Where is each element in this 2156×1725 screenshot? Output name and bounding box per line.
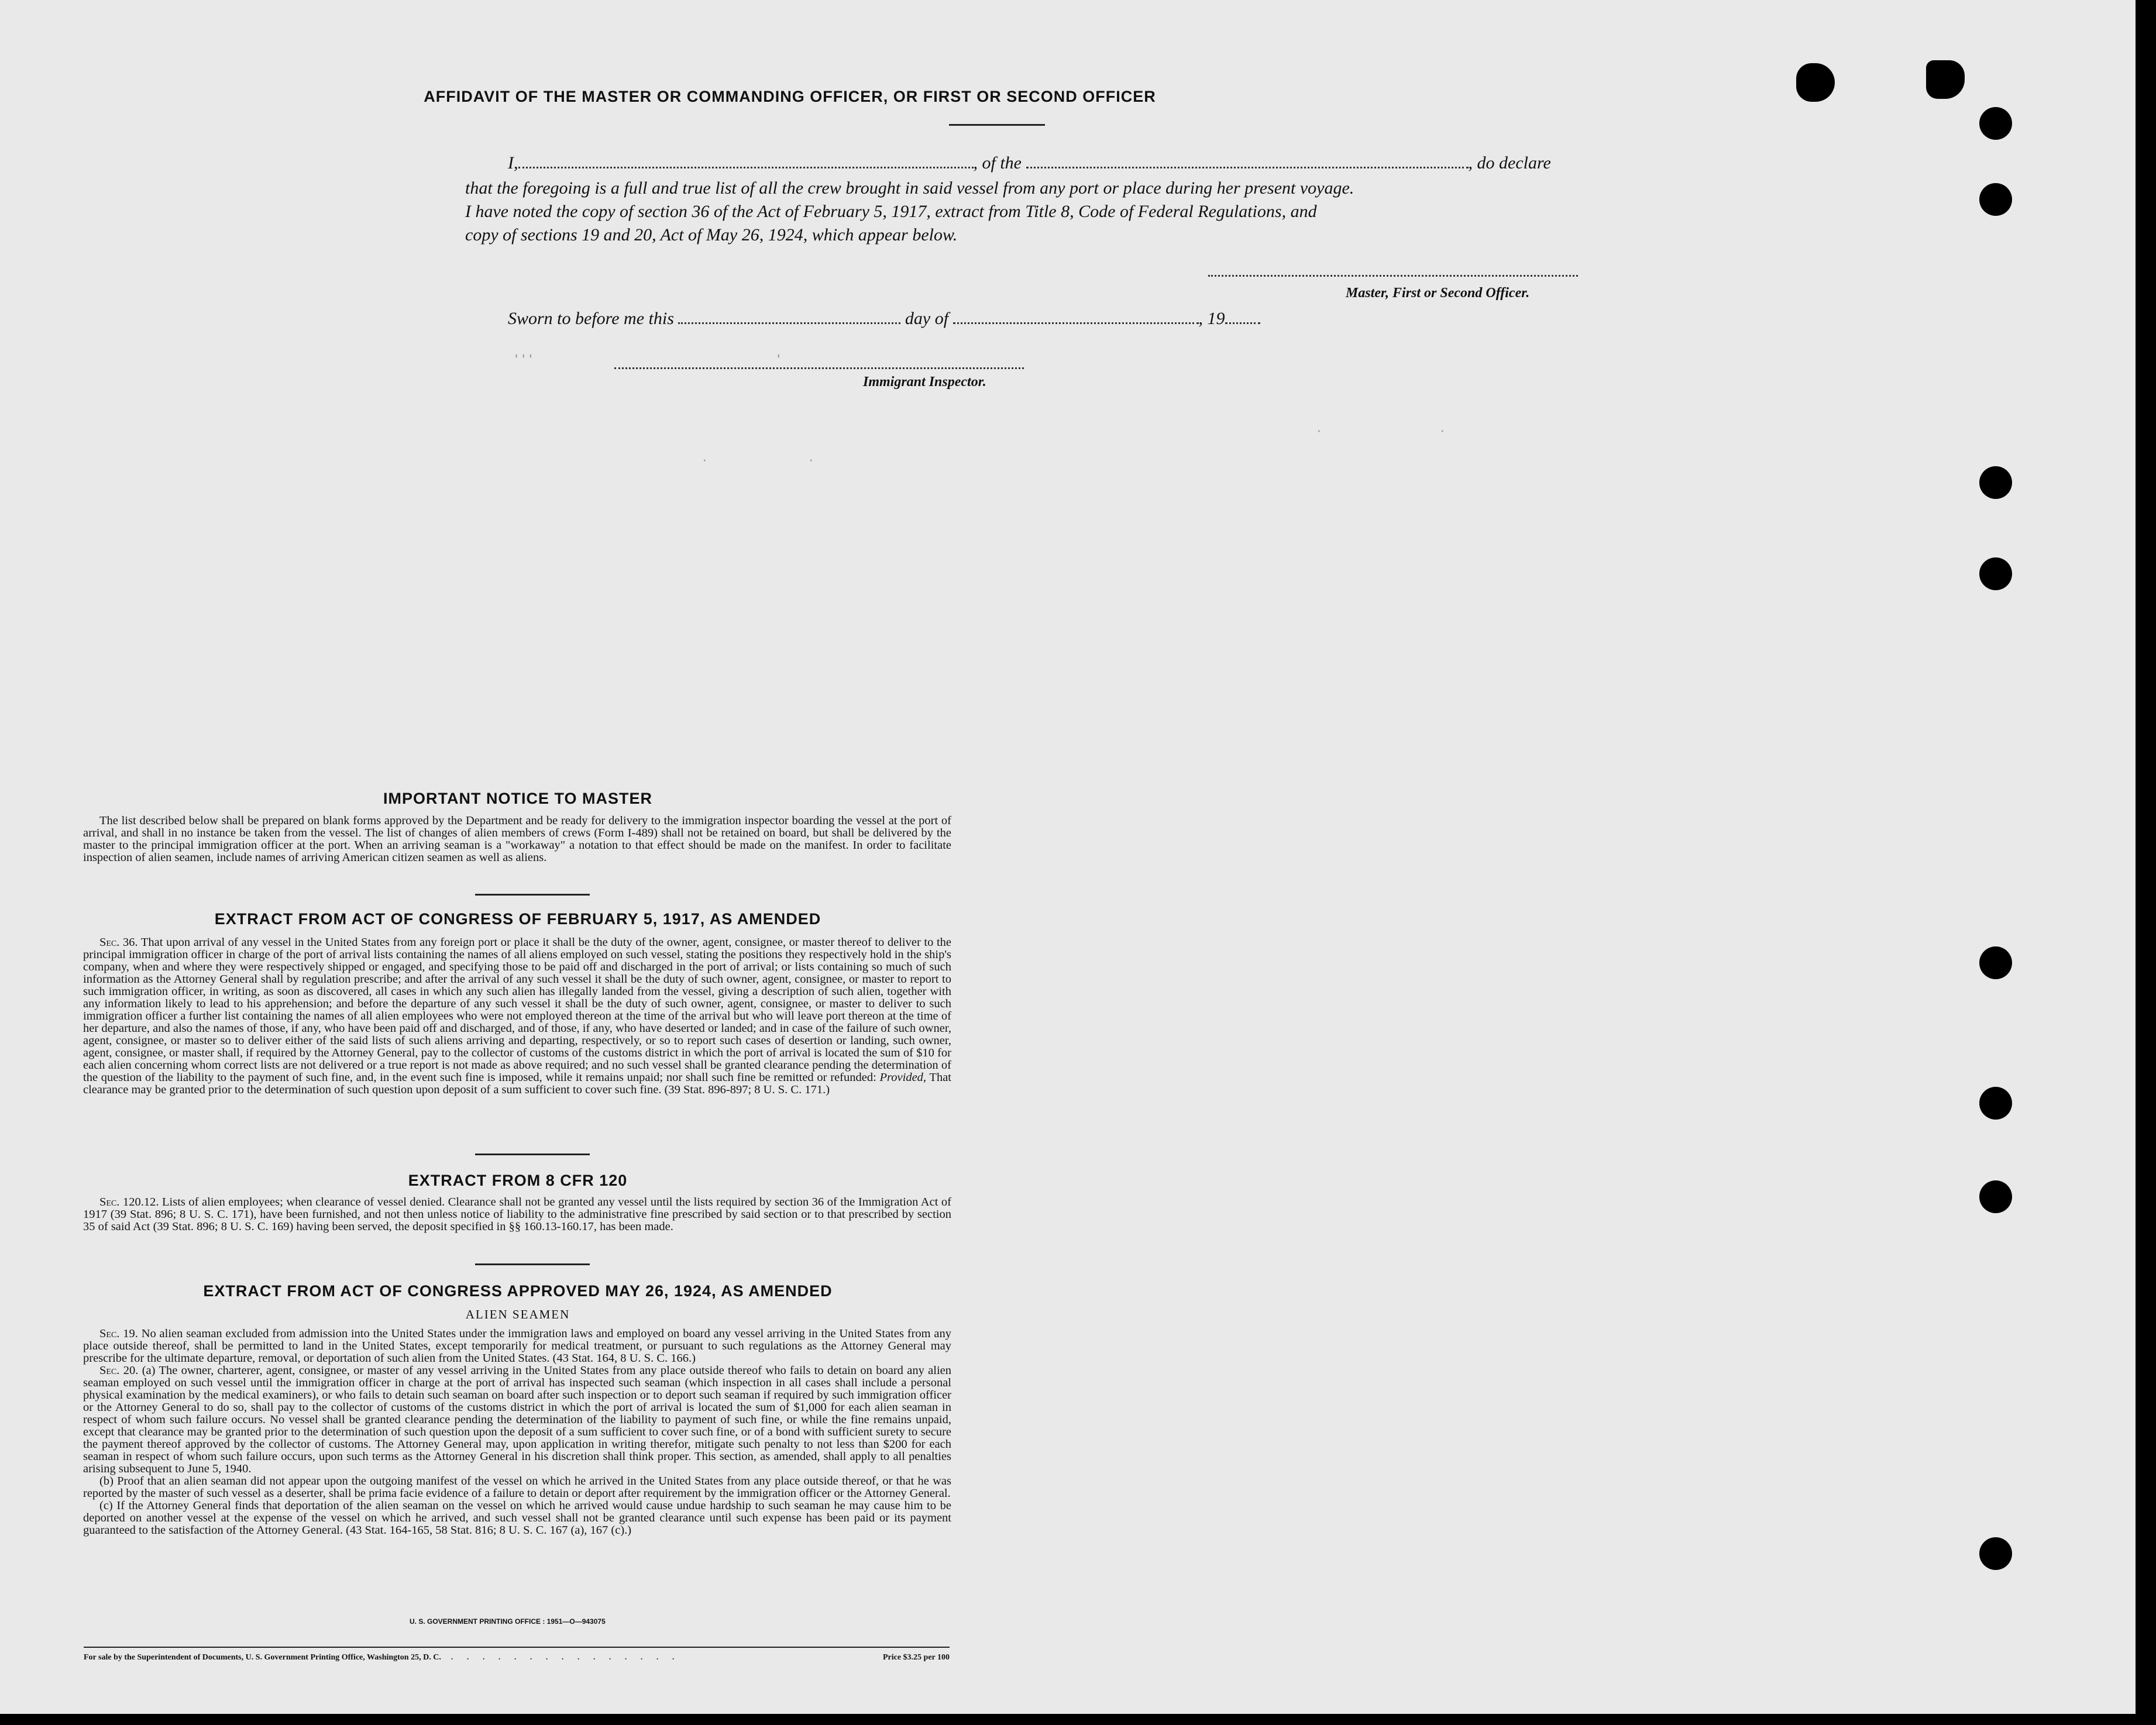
sworn-day-blank[interactable] (678, 322, 900, 324)
master-signature-label: Master, First or Second Officer. (1346, 285, 1530, 301)
section-36-paragraph (83, 936, 951, 1096)
extract-cfr-heading: EXTRACT FROM 8 CFR 120 (408, 1172, 628, 1189)
section-120-12-text: Lists of alien employees; when clearance of vessel denied. Clearance shall not be granted any vessel until the lists required by section 36 of the Immigration Act of 1917 (39 Stat. 896; 8 U. S. C. 171), have been furnished, and not then unless notice of liability to the administrative fine prescribed by said section or to that prescribed by section 35 of said Act (39 Stat. 896; 8 U. S. C. 169) having been served, the deposit specified in §§ 160.13-160.17, has been made. (83, 1196, 952, 1233)
price-note: Price $3.25 per 100 (882, 1653, 950, 1662)
section-20b-paragraph: (b) Proof that an alien seaman did not appear upon the outgoing manifest of the vessel on which he arrived in the United States from any place outside thereof, or that he was reported by the master of such vessel as a deserter, shall be prima facie evidence of a failure to detain or deport after requirement by the immigration officer or the Attorney General. (83, 1475, 951, 1500)
section-19-paragraph (83, 1328, 951, 1365)
master-signature-line[interactable] (1208, 275, 1578, 277)
declaration-i: I, (508, 153, 518, 173)
affidavit-heading: AFFIDAVIT OF THE MASTER OR COMMANDING OFFICER, OR FIRST OR SECOND OFFICER (424, 88, 1156, 105)
divider (475, 1263, 590, 1265)
declarant-name-blank[interactable] (518, 167, 974, 168)
punch-hole (1979, 107, 2012, 140)
day-of-label: day of (905, 309, 949, 328)
section-20-label: Sec. 20. (99, 1364, 139, 1377)
section-36-text: That upon arrival of any vessel in the United States from any foreign port or place it shall be the duty of the owner, agent, consignee, or master thereof to deliver to the principal immigration officer in charge of the port of arrival lists containing the names of all aliens employed on such vessel, stating the positions they respectively hold in the ship's company, when and where they were respectively shipped or engaged, and specifying those to be paid off and discharged in the port of arrival; or lists containing so much of such information as the Attorney General shall by regulation prescribe; and after the arrival of any such vessel it shall be the duty of such owner, agent, consignee, or master to report to such immigration officer, in writing, as soon as discovered, all cases in which any such alien has illegally landed from the vessel, giving a description of such alien, together with any information likely to lead to his apprehension; and before the departure of any such vessel it shall be the duty of such owner, agent, consignee, or master to deliver to such immigration officer a further list containing the names of all alien employees who were not employed thereon at the time of the arrival but who will leave port thereon at the time of her departure, and also the names of those, if any, who have been paid off and discharged, and of those, if any, who have deserted or landed; and in case of the failure of such owner, agent, consignee, or master so to deliver either of the said lists of such aliens arriving and departing, respectively, or so to report such cases of desertion or landing, such owner, agent, consignee, or master shall, if required by the Attorney General, pay to the collector of customs of the customs district in which the port of arrival is located the sum of $10 for each alien concerning whom correct lists are not delivered or a true report is not made as above required; and no such vessel shall be granted clearance pending the determination of the question of the liability to the payment of such fine, and, in the event such fine is imposed, while it remains unpaid; nor shall such fine be remitted or refunded: (83, 936, 951, 1084)
footer-line (84, 1653, 950, 1662)
extract-1924-text (83, 1328, 951, 1537)
sworn-year-blank[interactable] (1225, 322, 1260, 324)
section-36-text-end: That clearance may be granted prior to the determination of such question upon deposit of a sum sufficient to cover such fine. (39 Stat. 896-897; 8 U. S. C. 171.) (83, 1071, 951, 1096)
bleed-through-mark: ' ' ' ' (515, 351, 780, 369)
footer-rule (84, 1647, 950, 1648)
punch-hole (1979, 557, 2012, 590)
declaration-of-the: , of the (973, 153, 1022, 173)
footer-leader: . . . . . . . . . . . . . . . (443, 1653, 680, 1662)
bleed-through-mark: · · (1316, 421, 1445, 439)
section-19-label: Sec. 19. (99, 1327, 138, 1340)
punch-hole (1979, 946, 2012, 979)
notice-paragraph: The list described below shall be prepared on blank forms approved by the Department and be ready for delivery to the immigration inspector boarding the vessel at the port of arrival, and shall in no instance be taken from the vessel. The list of changes of alien members of crews (Form I-489) shall not be retained on board, but shall be delivered by the master to the principal immigration officer at the port. When an arriving seaman is a "workaway" a notation to that effect should be made on the manifest. In order to facilitate inspection of alien seamen, include names of arriving American citizen seamen as well as aliens. (83, 814, 951, 864)
punch-hole (1979, 466, 2012, 499)
declaration-line-1 (508, 153, 1551, 173)
divider (949, 124, 1045, 126)
punch-hole (1926, 60, 1965, 99)
gpo-imprint: U. S. GOVERNMENT PRINTING OFFICE : 1951—O—943075 (410, 1617, 606, 1626)
year-label: , 19 (1198, 309, 1225, 328)
bleed-through-mark: · · (702, 450, 814, 468)
divider (475, 1154, 590, 1155)
notice-text (83, 815, 951, 864)
sworn-line (508, 309, 1260, 329)
proviso-label: Provided, (879, 1071, 927, 1084)
section-19-text: No alien seaman excluded from admission into the United States under the immigration laws and employed on board any vessel arriving in the United States from any place outside thereof, shall be permitted to land in the United States, except temporarily for medical treatment, or pursuant to such regulations as the Attorney General may prescribe for the ultimate departure, removal, or deportation of such alien from the United States. (43 Stat. 164, 8 U. S. C. 166.) (83, 1327, 952, 1365)
punch-hole (1979, 1087, 2012, 1120)
notice-heading: IMPORTANT NOTICE TO MASTER (383, 790, 652, 807)
section-120-12-paragraph (83, 1196, 951, 1233)
section-36-label: Sec. 36. (99, 936, 138, 949)
section-20a-paragraph (83, 1365, 951, 1475)
section-20a-text: (a) The owner, charterer, agent, consignee, or master of any vessel arriving in the United States from any place outside thereof who fails to detain on board any alien seaman employed on such vessel until the immigration officer in charge at the port of arrival has inspected such seaman (which inspection in all cases shall include a personal physical examination by the medical examiners), or who fails to detain such seaman on board after such inspection or to deport such seaman if required by such immigration officer or the Attorney General to do so, shall pay to the collector of customs of the customs district in which the port of arrival is located the sum of $1,000 for each alien seaman in respect of whom such failure occurs. No vessel shall be granted clearance pending the determination of the liability to payment of such fine, or while the fine remains unpaid, except that clearance may be granted prior to the determination of such question upon the deposit of a sum sufficient to cover such fine, or of a bond with sufficient surety to secure the payment thereof approved by the collector of customs. The Attorney General may, upon application in writing therefor, mitigate such penalty to not less than $200 for each seaman in respect of whom such failure occurs, upon such terms as the Attorney General in his discretion shall think proper. This section, as amended, shall apply to all penalties arising subsequent to June 5, 1940. (83, 1364, 952, 1475)
extract-1924-heading: EXTRACT FROM ACT OF CONGRESS APPROVED MAY 26, 1924, AS AMENDED (203, 1282, 833, 1300)
inspector-signature-label: Immigrant Inspector. (863, 374, 986, 390)
punch-hole (1979, 1180, 2012, 1213)
punch-hole (1979, 183, 2012, 216)
punch-hole (1979, 1537, 2012, 1570)
extract-cfr-text (83, 1196, 951, 1233)
declaration-line-2: that the foregoing is a full and true list of all the crew brought in said vessel from any port or place during her present voyage. (465, 178, 1354, 198)
declaration-line-3: I have noted the copy of section 36 of the Act of February 5, 1917, extract from Title 8, Code of Federal Regulations, and (465, 202, 1317, 221)
section-120-12-label: Sec. 120.12. (99, 1196, 159, 1208)
alien-seamen-subheading: ALIEN SEAMEN (465, 1307, 570, 1321)
section-20c-paragraph: (c) If the Attorney General finds that deportation of the alien seaman on the vessel on which he arrived would cause undue hardship to such seaman he may cause him to be deported on another vessel at the expense of the vessel on which he arrived, and such vessel shall not be granted clearance until such expense has been paid or its payment guaranteed to the satisfaction of the Attorney General. (43 Stat. 164-165, 58 Stat. 816; 8 U. S. C. 167 (a), 167 (c).) (83, 1499, 951, 1537)
divider (475, 894, 590, 896)
for-sale-note: For sale by the Superintendent of Documents, U. S. Government Printing Office, Washington 25, D. C. (84, 1653, 441, 1662)
sworn-month-blank[interactable] (953, 322, 1199, 324)
punch-hole (1796, 63, 1835, 102)
vessel-name-blank[interactable] (1026, 167, 1469, 168)
declaration-line-4: copy of sections 19 and 20, Act of May 26, 1924, which appear below. (465, 225, 958, 245)
extract-1917-text (83, 936, 951, 1096)
extract-1917-heading: EXTRACT FROM ACT OF CONGRESS OF FEBRUARY 5, 1917, AS AMENDED (214, 910, 821, 928)
sworn-label: Sworn to before me this (508, 309, 674, 328)
declaration-do-declare: , do declare (1468, 153, 1551, 173)
inspector-signature-line[interactable] (614, 367, 1024, 369)
